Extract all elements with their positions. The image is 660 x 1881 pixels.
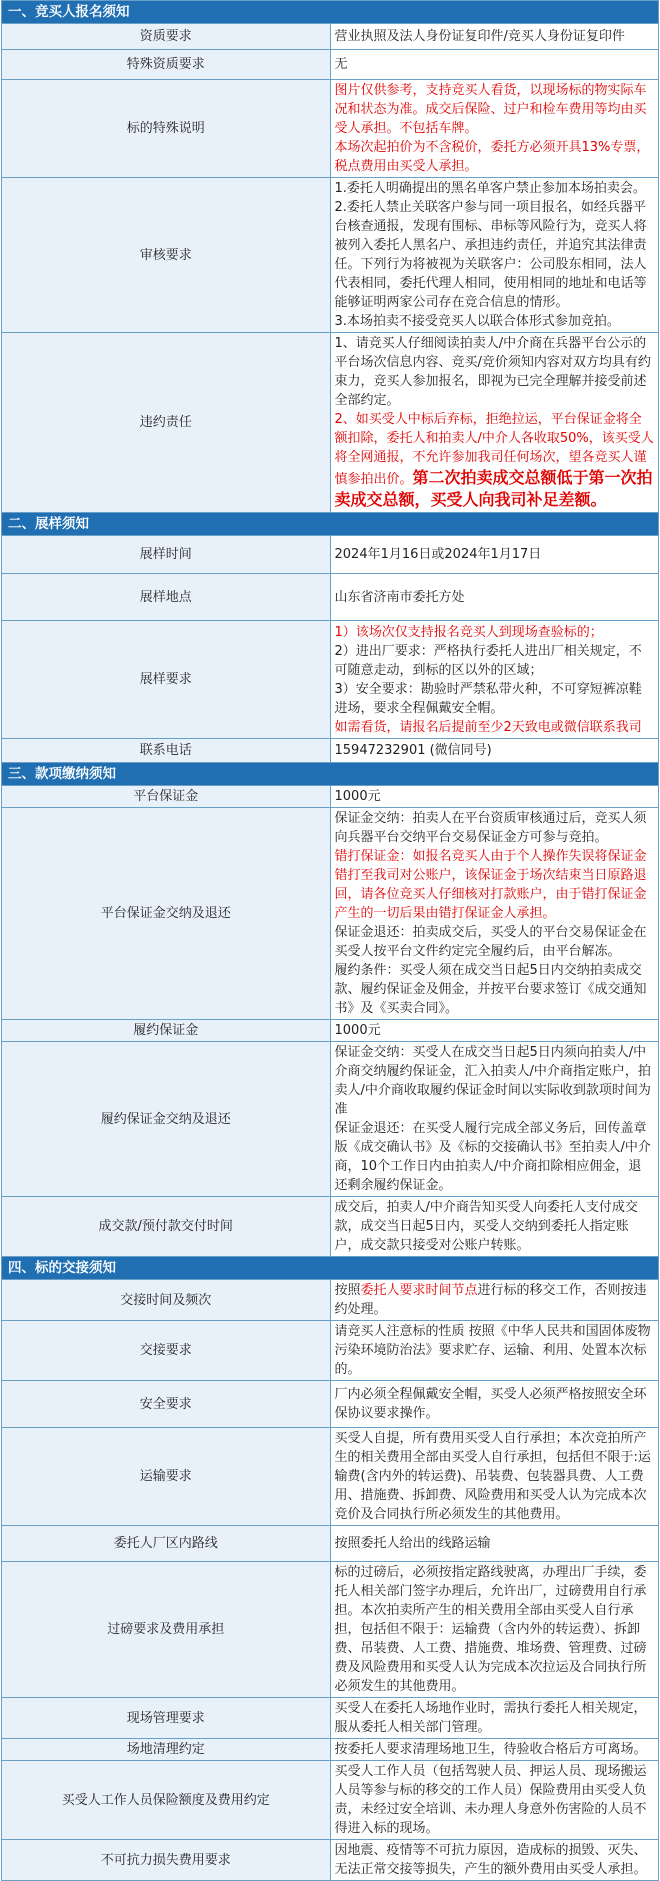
row-value bbox=[330, 1321, 659, 1381]
value-text: 1000元 bbox=[334, 1023, 381, 1038]
value-line bbox=[335, 809, 655, 847]
section-title: 一、竞买人报名须知 bbox=[2, 1, 659, 24]
row-label: 展样时间 bbox=[2, 536, 331, 574]
value-line bbox=[335, 623, 655, 642]
row-value bbox=[330, 1526, 659, 1562]
value-line bbox=[335, 27, 655, 46]
row-label: 安全要求 bbox=[2, 1381, 331, 1428]
row-label: 特殊资质要求 bbox=[2, 50, 331, 80]
value-text: 委托人要求时间节点 bbox=[360, 1283, 478, 1298]
value-line bbox=[335, 1563, 655, 1696]
row-label: 现场管理要求 bbox=[2, 1698, 331, 1739]
value-text: 错打保证金：如报名竞买人由于个人操作失误将保证金错打至我司对公账户，该保证金于场次结束当日原路退回，请各位竞买人仔细核对打款账户，由于错打保证金产生的一切后果由错打保证金人承担。 bbox=[334, 849, 647, 921]
value-text: 成交后，拍卖人/中介商告知买受人向委托人支付成交款，成交当日起5日内，买受人交纳到委托人指定账户，成交款只接受对公账户转账。 bbox=[334, 1200, 638, 1253]
value-line bbox=[335, 138, 655, 176]
value-text: 1）该场次仅支持报名竞买人到现场查验标的； bbox=[334, 624, 603, 640]
notice-table-body bbox=[2, 1, 659, 1881]
auction-notice-table bbox=[1, 0, 659, 1881]
section-handover-header bbox=[2, 1257, 659, 1280]
value-text: 1、请竞买人仔细阅读拍卖人/中介商在兵器平台公示的平台场次信息内容、竞买/竞价须知内容对双方均具有约束力，竞买人参加报名，即视为已完全理解并接受前述全部约定。 bbox=[334, 336, 651, 408]
row-value bbox=[330, 80, 659, 178]
value-line bbox=[335, 410, 655, 511]
row-label: 履约保证金 bbox=[2, 1020, 331, 1042]
value-line bbox=[335, 1429, 655, 1524]
row-value bbox=[330, 1381, 659, 1428]
emphasis-text: 第二次拍卖成交总额低于第一次拍卖成交总额，买受人向我司补足差额。 bbox=[334, 468, 653, 509]
row-label: 场地清理约定 bbox=[2, 1739, 331, 1761]
row-value bbox=[330, 1020, 659, 1042]
value-text: 因地震、疫情等不可抗力原因，造成标的损毁、灭失、无法正常交接等损失，产生的额外费用由买受人承担。 bbox=[334, 1843, 647, 1877]
section-title: 三、款项缴纳须知 bbox=[2, 763, 659, 786]
notice-row bbox=[2, 1428, 659, 1526]
value-text: 2024年1月16日或2024年1月17日 bbox=[334, 547, 542, 562]
row-value bbox=[330, 1840, 659, 1881]
row-value bbox=[330, 1698, 659, 1739]
row-value bbox=[330, 536, 659, 574]
value-line bbox=[335, 588, 655, 607]
row-label: 过磅要求及费用承担 bbox=[2, 1562, 331, 1698]
notice-row bbox=[2, 1526, 659, 1562]
value-text: 保证金退还：在买受人履行完成全部义务后，回传盖章版《成交确认书》及《标的交接确认书》至拍卖人/中介商，10个工作日内由拍卖人/中介商扣除相应佣金，退还剩余履约保证金。 bbox=[334, 1121, 651, 1193]
section-viewing-header bbox=[2, 513, 659, 536]
value-line bbox=[335, 545, 655, 564]
row-label: 交接要求 bbox=[2, 1321, 331, 1381]
value-text: 买受人在委托人场地作业时，需执行委托人相关规定，服从委托人相关部门管理。 bbox=[334, 1701, 647, 1735]
notice-row bbox=[2, 1761, 659, 1840]
row-label: 平台保证金交纳及退还 bbox=[2, 808, 331, 1020]
section-payment-header bbox=[2, 763, 659, 786]
row-value bbox=[330, 333, 659, 513]
value-text: 营业执照及法人身份证复印件/竞买人身份证复印件 bbox=[334, 29, 625, 44]
row-label: 平台保证金 bbox=[2, 786, 331, 808]
row-value bbox=[330, 24, 659, 50]
value-line bbox=[335, 718, 655, 737]
notice-row bbox=[2, 786, 659, 808]
value-line bbox=[335, 680, 655, 718]
row-label: 成交款/预付款交付时间 bbox=[2, 1197, 331, 1257]
row-label: 交接时间及频次 bbox=[2, 1280, 331, 1321]
value-line bbox=[335, 923, 655, 961]
section-title: 四、标的交接须知 bbox=[2, 1257, 659, 1280]
value-line bbox=[335, 847, 655, 923]
value-line bbox=[335, 1198, 655, 1255]
value-text: 厂内必须全程佩戴安全帽，买受人必须严格按照安全环保协议要求操作。 bbox=[334, 1387, 647, 1421]
notice-row bbox=[2, 1042, 659, 1197]
notice-row bbox=[2, 1698, 659, 1739]
value-text: 按照委托人给出的线路运输 bbox=[334, 1536, 491, 1551]
value-text: 3.本场拍卖不接受竞买人以联合体形式参加竞拍。 bbox=[334, 314, 620, 329]
value-text: 2.委托人禁止关联客户参与同一项目报名，如经兵器平台核查通报，发现有围标、串标等风险行为，竞买人将被列入委托人黑名户、承担违约责任，并追究其法律责任。下列行为将被视为关联客户：公司股东相同，法人代表相同，委托代理人相同，使用相同的地址和电话等能够证明两家公司存在竞合信息的情形。 bbox=[334, 200, 647, 310]
row-label: 审核要求 bbox=[2, 178, 331, 333]
row-value bbox=[330, 1428, 659, 1526]
notice-row bbox=[2, 1321, 659, 1381]
notice-row bbox=[2, 621, 659, 739]
row-value bbox=[330, 808, 659, 1020]
row-value bbox=[330, 621, 659, 739]
row-value bbox=[330, 50, 659, 80]
value-line bbox=[335, 1740, 655, 1759]
value-line bbox=[335, 1385, 655, 1423]
row-value bbox=[330, 739, 659, 763]
notice-row bbox=[2, 739, 659, 763]
value-text: 按委托人要求清理场地卫生，待验收合格后方可离场。 bbox=[334, 1742, 647, 1757]
row-label: 展样要求 bbox=[2, 621, 331, 739]
value-line bbox=[335, 55, 655, 74]
value-text: 买受人工作人员（包括驾驶人员、押运人员、现场搬运人员等参与标的移交的工作人员）保险费用由买受人负责，未经过安全培训、未办理人身意外伤害险的人员不得进入标的现场。 bbox=[334, 1764, 647, 1836]
value-line bbox=[335, 1281, 655, 1319]
value-text: 3）安全要求：勘验时严禁私带火种，不可穿短裤凉鞋进场，要求全程佩戴安全帽。 bbox=[334, 681, 642, 716]
value-line bbox=[335, 787, 655, 806]
value-line bbox=[335, 741, 655, 760]
notice-row bbox=[2, 80, 659, 178]
notice-row bbox=[2, 536, 659, 574]
row-label: 违约责任 bbox=[2, 333, 331, 513]
notice-row bbox=[2, 333, 659, 513]
row-value bbox=[330, 1761, 659, 1840]
notice-row bbox=[2, 1381, 659, 1428]
row-value bbox=[330, 178, 659, 333]
row-value bbox=[330, 786, 659, 808]
notice-row bbox=[2, 1739, 659, 1761]
value-text: 保证金退还：拍卖成交后，买受人的平台交易保证金在买受人按平台文件约定完全履约后，由平台解冻。 bbox=[334, 925, 647, 959]
row-value bbox=[330, 1562, 659, 1698]
value-text: 山东省济南市委托方处 bbox=[334, 589, 465, 605]
row-label: 展样地点 bbox=[2, 574, 331, 621]
notice-row bbox=[2, 178, 659, 333]
value-line bbox=[335, 81, 655, 138]
value-line bbox=[335, 179, 655, 198]
value-line bbox=[335, 1699, 655, 1737]
value-line bbox=[335, 1762, 655, 1838]
section-bidder-registration-header bbox=[2, 1, 659, 24]
value-text: 按照 bbox=[334, 1283, 361, 1298]
value-text: 请竞买人注意标的性质 按照《中华人民共和国固体废物污染环境防治法》要求贮存、运输、利用、处置本次标的。 bbox=[334, 1324, 651, 1377]
value-text: 2）进出厂要求：严格执行委托人进出厂相关规定，不可随意走动，到标的区以外的区域； bbox=[334, 643, 642, 678]
row-value bbox=[330, 1042, 659, 1197]
value-line bbox=[335, 1841, 655, 1879]
section-title: 二、展样须知 bbox=[2, 513, 659, 536]
row-label: 运输要求 bbox=[2, 1428, 331, 1526]
notice-row bbox=[2, 1197, 659, 1257]
row-value bbox=[330, 1197, 659, 1257]
value-text: 1.委托人明确提出的黑名单客户禁止参加本场拍卖会。 bbox=[334, 181, 646, 196]
value-line bbox=[335, 334, 655, 410]
value-text: 1000元 bbox=[334, 789, 381, 804]
notice-row bbox=[2, 574, 659, 621]
value-line bbox=[335, 642, 655, 680]
value-line bbox=[335, 1534, 655, 1553]
value-text: 买受人自提，所有费用买受人自行承担；本次竞拍所产生的相关费用全部由买受人自行承担，包括但不限于:运输费(含内外的转运费)、吊装费、包装器具费、人工费用、措施费、拆卸费、风险费用和买受人认为完成本次竞价及合同执行所必须发生的其他费用。 bbox=[334, 1431, 651, 1522]
row-label: 委托人厂区内路线 bbox=[2, 1526, 331, 1562]
notice-row bbox=[2, 808, 659, 1020]
value-line bbox=[335, 198, 655, 312]
value-text: 保证金交纳：拍卖人在平台资质审核通过后，竞买人须向兵器平台交纳平台交易保证金方可参与竞拍。 bbox=[334, 811, 647, 845]
value-text: 无 bbox=[334, 57, 348, 72]
value-text: 进行标的移交工作，否则按违约处理。 bbox=[334, 1283, 647, 1317]
value-text: 本场次起拍价为不含税价，委托方必须开具13%专票，税点费用由买受人承担。 bbox=[334, 140, 650, 174]
notice-row bbox=[2, 1020, 659, 1042]
value-text: 履约条件：买受人须在成交当日起5日内交纳拍卖成交款、履约保证金及佣金，并按平台要求签订《成交通知书》及《买卖合同》。 bbox=[334, 963, 647, 1016]
notice-row bbox=[2, 1280, 659, 1321]
value-text: 如需看货，请报名后提前至少2天致电或微信联系我司 bbox=[334, 719, 642, 735]
value-text: 2、如买受人中标后弃标，拒绝拉运，平台保证金将全额扣除，委托人和拍卖人/中介人各收取50%，该买受人将全网通报，不允许参加我司任何场次，望各竞买人谨慎参拍出价。 bbox=[334, 412, 654, 487]
value-line bbox=[335, 1322, 655, 1379]
value-line bbox=[335, 312, 655, 331]
value-text: 保证金交纳：买受人在成交当日起5日内须向拍卖人/中介商交纳履约保证金，汇入拍卖人/中介商指定账户，拍卖人/中介商收取履约保证金时间以实际收到款项时间为准 bbox=[334, 1045, 651, 1117]
notice-row bbox=[2, 1562, 659, 1698]
row-label: 履约保证金交纳及退还 bbox=[2, 1042, 331, 1197]
notice-row bbox=[2, 50, 659, 80]
notice-row bbox=[2, 24, 659, 50]
value-line bbox=[335, 961, 655, 1018]
row-value bbox=[330, 1280, 659, 1321]
value-line bbox=[335, 1021, 655, 1040]
row-label: 买受人工作人员保险额度及费用约定 bbox=[2, 1761, 331, 1840]
value-text: 15947232901 (微信同号) bbox=[334, 743, 492, 758]
notice-row bbox=[2, 1840, 659, 1881]
value-line bbox=[335, 1119, 655, 1195]
value-text: 图片仅供参考，支持竞买人看货，以现场标的物实际车况和状态为准。成交后保险、过户和检车费用等均由买受人承担。不包括车牌。 bbox=[334, 83, 647, 136]
row-label: 资质要求 bbox=[2, 24, 331, 50]
row-label: 联系电话 bbox=[2, 739, 331, 763]
row-value bbox=[330, 1739, 659, 1761]
value-line bbox=[335, 1043, 655, 1119]
row-value bbox=[330, 574, 659, 621]
row-label: 标的特殊说明 bbox=[2, 80, 331, 178]
value-text: 标的过磅后，必须按指定路线驶离，办理出厂手续，委托人相关部门签字办理后，允许出厂，过磅费用自行承担。本次拍卖所产生的相关费用全部由买受人自行承担，包括但不限于：运输费（含内外的转运费）、拆卸费、吊装费、人工费、措施费、堆场费、管理费、过磅费及风险费用和买受人认为完成本次拉运及合同执行所必须发生的其他费用。 bbox=[334, 1565, 647, 1694]
row-label: 不可抗力损失费用要求 bbox=[2, 1840, 331, 1881]
